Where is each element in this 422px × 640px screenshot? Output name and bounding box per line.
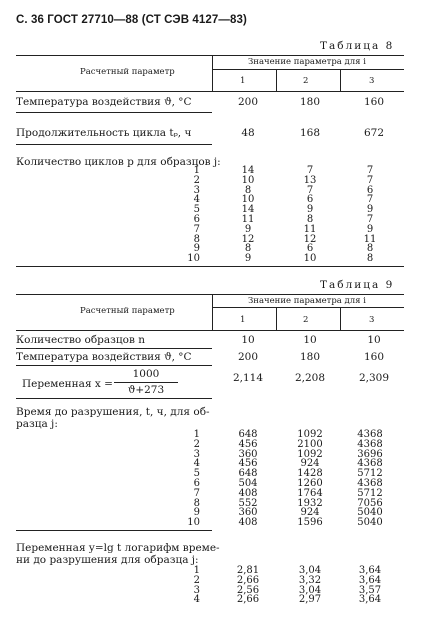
- table-8-top-rule: [16, 55, 404, 56]
- table-9-time-col-2-cell: 924: [300, 458, 320, 470]
- table-9-row-temperature-value-2: 180: [299, 351, 321, 363]
- table-9-log-col-1-cell: 2,56: [236, 584, 260, 596]
- table-9-time-col-2-cell: 1764: [297, 487, 323, 499]
- table-8-row-cycle-value-1: 48: [241, 127, 255, 139]
- table-8-cycles-col-3: [350, 166, 390, 264]
- table-9-col-divider-2: [340, 307, 341, 330]
- table-8-cycles-index-cell: 1: [193, 165, 200, 176]
- table-9-log-col-2-cell: 2,97: [298, 594, 322, 606]
- table-9-time-col-1-cell: 504: [238, 477, 258, 489]
- table-9-var-x-value-2: 2,208: [294, 372, 326, 384]
- table-9-var-x-numerator: 1000: [132, 368, 160, 380]
- table-8-cycles-col-2-cell: 8: [306, 213, 314, 225]
- table-9-time-index-cell: 10: [187, 517, 200, 529]
- table-9-row-temperature-value-3: 160: [363, 351, 385, 363]
- table-8-cycles-col-3-cell: 8: [366, 243, 374, 255]
- table-8-cycles-col-2-cell: 13: [303, 174, 317, 186]
- table-9-var-x-value-3: 2,309: [358, 372, 390, 384]
- table-8-cycles-col-1-cell: 10: [241, 194, 255, 206]
- table-8-row-rule-1: [16, 112, 212, 113]
- table-8-cycles-col-3-cell: 8: [366, 253, 374, 265]
- table-8-cycles-col-1-cell: 12: [241, 233, 255, 245]
- table-8-cycles-col-1-cell: 10: [241, 174, 255, 186]
- table-9-subheader-rule: [212, 307, 404, 308]
- table-8-cycles-col-1-cell: 8: [244, 243, 252, 255]
- table-8-cycles-col-3-cell: 7: [366, 165, 374, 176]
- table-9-time-index-cell: 7: [193, 487, 200, 499]
- table-8-cycles-col-1-cell: 8: [244, 184, 252, 196]
- table-8-cycles-col-1-cell: 11: [241, 213, 255, 225]
- table-8-cycles-col-2-cell: 11: [303, 223, 317, 235]
- table-9-time-index-cell: 5: [193, 468, 200, 480]
- table-8-row-cycle-label: Продолжительность цикла tₚ, ч: [16, 127, 192, 139]
- table-8-cycles-index-cell: 7: [193, 223, 200, 235]
- table-8-cycles-col-2: [290, 166, 330, 264]
- table-9-time-index-cell: 6: [193, 477, 200, 489]
- table-9-log-label-1: Переменная y=lg t логарифм време-: [16, 542, 220, 554]
- table-9-header-rule: [16, 330, 404, 331]
- table-9-time-col-3-cell: 7056: [357, 497, 383, 509]
- table-9-log-col-3-cell: 3,64: [358, 565, 382, 576]
- page-header: С. 36 ГОСТ 27710—88 (СТ СЭВ 4127—83): [16, 14, 247, 26]
- table-9-row-count-value-2: 10: [303, 334, 317, 346]
- table-8-cycles-index-cell: 2: [193, 174, 200, 186]
- table-8-cycles-col-2-cell: 9: [306, 204, 314, 216]
- table-8-col-2: 2: [303, 76, 309, 86]
- table-9-row-rule-4: [16, 530, 212, 531]
- table-8-cycles-col-2-cell: 7: [306, 165, 314, 176]
- table-9-time-col-3-cell: 4368: [357, 438, 383, 450]
- table-9-time-col-1-cell: 408: [238, 487, 258, 499]
- table-9-time-col-3-cell: 4368: [357, 477, 383, 489]
- table-8-cycles-index-cell: 10: [187, 253, 200, 265]
- table-9-log-col-1: [228, 566, 268, 605]
- table-9-log-col-2-cell: 3,32: [298, 574, 322, 586]
- table-9-time-col-1-cell: 360: [238, 448, 258, 460]
- table-9-value-header: Значение параметра для i: [248, 296, 366, 306]
- table-9-log-index-cell: 4: [193, 594, 200, 606]
- table-9-log-col-1-cell: 2,66: [236, 594, 260, 606]
- table-9-time-col-1-cell: 648: [238, 429, 258, 440]
- table-8-bottom-rule: [16, 266, 404, 267]
- table-8-cycles-col-3-cell: 7: [366, 174, 374, 186]
- table-9-time-col-3-cell: 3696: [357, 448, 383, 460]
- table-9-time-col-2-cell: 1260: [297, 477, 323, 489]
- table-8-cycles-col-2-cell: 6: [306, 243, 314, 255]
- table-9-time-index-cell: 8: [193, 497, 200, 509]
- table-9-row-rule-1: [16, 348, 212, 349]
- table-9-row-rule-2: [16, 365, 212, 366]
- table-8-cycles-col-3-cell: 7: [366, 213, 374, 225]
- table-9-time-col-1-cell: 408: [238, 517, 258, 529]
- table-8-cycles-col-1-cell: 14: [241, 204, 255, 216]
- table-8-cycles-col-2-cell: 7: [306, 184, 314, 196]
- table-8-cycles-index: [180, 166, 200, 264]
- table-9-time-col-2-cell: 2100: [297, 438, 323, 450]
- table-9-time-col-1-cell: 552: [238, 497, 258, 509]
- table-9-time-label-2: разца j:: [16, 418, 58, 430]
- table-9-time-label-1: Время до разрушения, t, ч, для об-: [16, 406, 210, 418]
- table-8-cycles-col-1-cell: 9: [244, 253, 252, 265]
- table-8-row-cycle-value-3: 672: [363, 127, 385, 139]
- table-8-cycles-col-1: [228, 166, 268, 264]
- table-8-row-temperature-value-1: 200: [237, 96, 259, 108]
- table-9-top-rule: [16, 294, 404, 295]
- table-9-row-temperature-value-1: 200: [237, 351, 259, 363]
- table-9-time-col-2-cell: 1932: [297, 497, 323, 509]
- table-9-time-col-2-cell: 1092: [297, 448, 323, 460]
- table-8-cycles-col-3-cell: 11: [363, 233, 377, 245]
- table-8-cycles-col-3-cell: 9: [366, 223, 374, 235]
- table-9-time-col-2: [290, 430, 330, 528]
- table-9-log-index: [180, 566, 200, 605]
- table-8-cycles-col-1-cell: 14: [241, 165, 255, 176]
- table-8-caption: Таблица 8: [320, 40, 395, 52]
- table-9-log-col-3-cell: 3,64: [358, 594, 382, 606]
- table-8-cycles-col-1-cell: 9: [244, 223, 252, 235]
- table-9-log-index-cell: 2: [193, 574, 200, 586]
- table-9-time-col-1-cell: 360: [238, 507, 258, 519]
- table-9-row-count-value-1: 10: [241, 334, 255, 346]
- table-8-cycles-col-2-cell: 12: [303, 233, 317, 245]
- table-9-col-1: 1: [240, 315, 246, 325]
- table-8-param-header: Расчетный параметр: [80, 67, 175, 77]
- table-9-log-col-1-cell: 2,66: [236, 574, 260, 586]
- table-8-divider: [212, 55, 213, 91]
- table-9-log-index-cell: 1: [193, 565, 200, 576]
- table-9-time-index: [180, 430, 200, 528]
- table-9-time-index-cell: 4: [193, 458, 200, 470]
- table-9-row-temperature-label: Температура воздействия ϑ, °C: [16, 351, 192, 363]
- table-9-time-index-cell: 2: [193, 438, 200, 450]
- table-9-row-count-label: Количество образцов n: [16, 334, 145, 346]
- table-9-row-rule-3: [16, 398, 212, 399]
- table-8-cycles-index-cell: 9: [193, 243, 200, 255]
- table-9-log-index-cell: 3: [193, 584, 200, 596]
- table-9-var-x-value-1: 2,114: [232, 372, 264, 384]
- table-8-cycles-index-cell: 8: [193, 233, 200, 245]
- table-8-cycles-index-cell: 3: [193, 184, 200, 196]
- table-9-time-col-1-cell: 648: [238, 468, 258, 480]
- table-8-cycles-col-3-cell: 9: [366, 204, 374, 216]
- table-9-time-col-1: [228, 430, 268, 528]
- table-9-var-x-label: Переменная x =: [22, 378, 113, 390]
- table-9-log-col-1-cell: 2,81: [236, 565, 260, 576]
- table-8-col-divider-1: [276, 69, 277, 91]
- table-9-log-label-2: ни до разрушения для образца j:: [16, 554, 199, 566]
- table-8-value-header: Значение параметра для i: [248, 57, 366, 67]
- table-8-cycles-col-3-cell: 6: [366, 184, 374, 196]
- table-8-cycles-index-cell: 4: [193, 194, 200, 206]
- table-9-param-header: Расчетный параметр: [80, 306, 175, 316]
- table-8-cycles-col-2-cell: 6: [306, 194, 314, 206]
- table-8-col-3: 3: [369, 76, 375, 86]
- table-8-row-rule-2: [16, 144, 212, 145]
- table-8-cycles-col-3-cell: 7: [366, 194, 374, 206]
- table-9-time-col-2-cell: 1428: [297, 468, 323, 480]
- table-9-time-index-cell: 1: [193, 429, 200, 440]
- table-9-time-col-3-cell: 5040: [357, 507, 383, 519]
- table-9-time-col-1-cell: 456: [238, 458, 258, 470]
- table-9-col-divider-1: [276, 307, 277, 330]
- table-9-col-3: 3: [369, 315, 375, 325]
- table-9-divider: [212, 294, 213, 330]
- table-8-row-temperature-label: Температура воздействия ϑ, °C: [16, 96, 192, 108]
- table-8-subheader-rule: [212, 69, 404, 70]
- table-8-col-1: 1: [240, 76, 246, 86]
- table-9-log-col-3-cell: 3,57: [358, 584, 382, 596]
- table-9-time-col-3-cell: 5712: [357, 487, 383, 499]
- table-8-cycles-index-cell: 5: [193, 204, 200, 216]
- table-9-log-col-3-cell: 3,64: [358, 574, 382, 586]
- table-8-cycles-col-2-cell: 10: [303, 253, 317, 265]
- table-9-time-index-cell: 3: [193, 448, 200, 460]
- table-9-caption: Таблица 9: [320, 279, 395, 291]
- table-9-time-col-3-cell: 4368: [357, 458, 383, 470]
- table-8-row-temperature-value-3: 160: [363, 96, 385, 108]
- table-9-time-col-3: [350, 430, 390, 528]
- table-9-log-col-3: [350, 566, 390, 605]
- table-9-time-index-cell: 9: [193, 507, 200, 519]
- table-9-row-count-value-3: 10: [367, 334, 381, 346]
- table-9-time-col-3-cell: 5712: [357, 468, 383, 480]
- table-8-header-rule: [16, 91, 404, 92]
- table-9-time-col-3-cell: 5040: [357, 517, 383, 529]
- table-9-time-col-2-cell: 1596: [297, 517, 323, 529]
- table-9-var-x-fraction-bar: [114, 382, 178, 383]
- table-9-time-col-3-cell: 4368: [357, 429, 383, 440]
- table-8-row-cycle-value-2: 168: [299, 127, 321, 139]
- table-9-time-col-1-cell: 456: [238, 438, 258, 450]
- table-8-cycles-label: Количество циклов p для образцов j:: [16, 156, 221, 168]
- table-8-row-temperature-value-2: 180: [299, 96, 321, 108]
- table-9-var-x-denominator: ϑ+273: [127, 384, 165, 396]
- table-9-log-col-2-cell: 3,04: [298, 565, 322, 576]
- table-9-log-col-2: [290, 566, 330, 605]
- table-9-col-2: 2: [303, 315, 309, 325]
- table-9-time-col-2-cell: 1092: [297, 429, 323, 440]
- table-9-time-col-2-cell: 924: [300, 507, 320, 519]
- table-8-cycles-index-cell: 6: [193, 213, 200, 225]
- table-9-log-col-2-cell: 3,04: [298, 584, 322, 596]
- table-8-col-divider-2: [340, 69, 341, 91]
